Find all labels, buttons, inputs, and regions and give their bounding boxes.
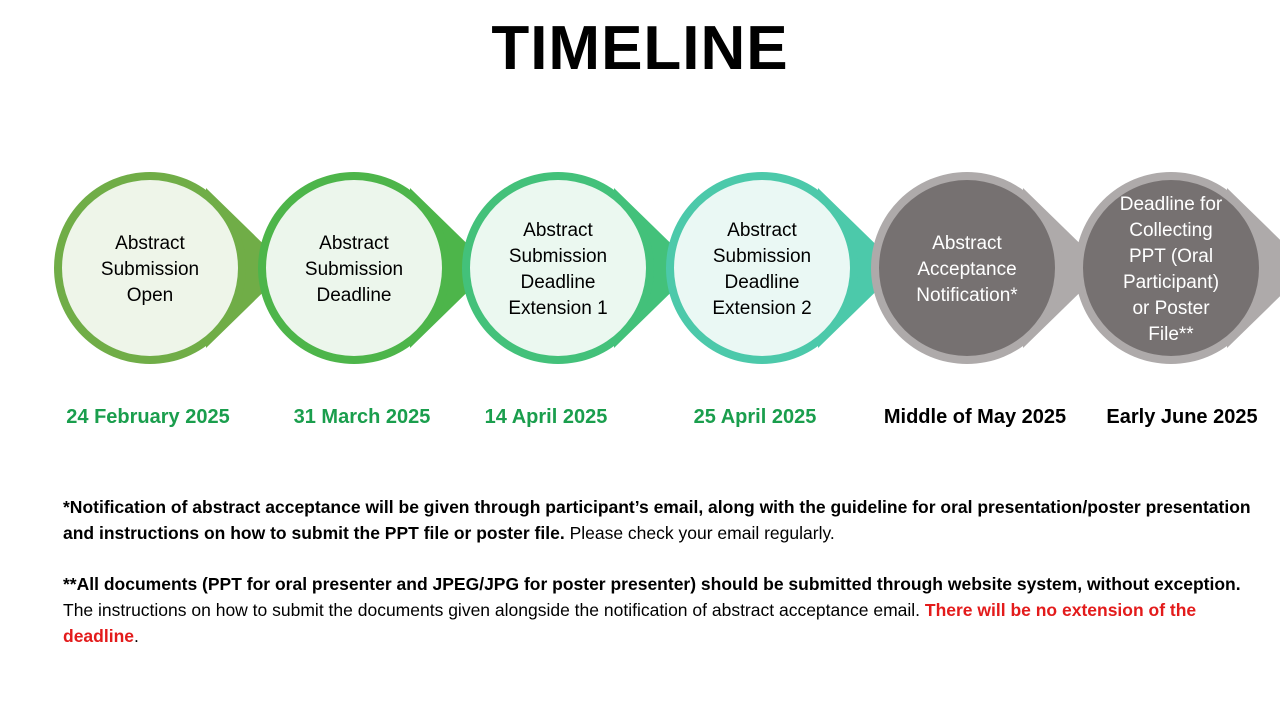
step-label-1: Abstract Submission Open <box>100 233 200 306</box>
step-date-4: 25 April 2025 <box>693 406 817 428</box>
step-label-4: Abstract Submission Deadline Extension 2 <box>712 220 812 319</box>
step-label-2: Abstract Submission Deadline <box>304 233 404 306</box>
note-acceptance <box>63 494 1253 546</box>
step-label-5: Abstract Acceptance Notification* <box>916 233 1018 306</box>
step-date-3: 14 April 2025 <box>484 406 608 428</box>
page-title: TIMELINE <box>491 14 789 83</box>
step-date-5: Middle of May 2025 <box>883 406 1067 428</box>
note-documents-end: . <box>134 626 139 646</box>
note-documents <box>63 571 1253 649</box>
notes-section <box>63 494 1253 674</box>
note-documents-normal: The instructions on how to submit the documents given alongside the notification of abstract acceptance email. <box>63 600 925 620</box>
note-acceptance-bold: *Notification of abstract acceptance will be given through participant’s email, along with the guideline for oral presentation/poster presentation and instructions on how to submit the PPT file or poster file. <box>63 497 1251 543</box>
note-acceptance-normal: Please check your email regularly. <box>564 523 835 543</box>
step-date-6: Early June 2025 <box>1106 406 1258 428</box>
step-label-3: Abstract Submission Deadline Extension 1 <box>508 220 608 319</box>
note-no-extension: There will be no extension of the deadline <box>63 600 1197 646</box>
step-label-6: Deadline for Collecting PPT (Oral Participant) or Poster File** <box>1119 194 1223 345</box>
step-date-1: 24 February 2025 <box>66 406 230 428</box>
note-documents-bold: **All documents (PPT for oral presenter and JPEG/JPG for poster presenter) should be submitted through website system, without exception. <box>63 574 1241 594</box>
step-date-2: 31 March 2025 <box>293 406 431 428</box>
